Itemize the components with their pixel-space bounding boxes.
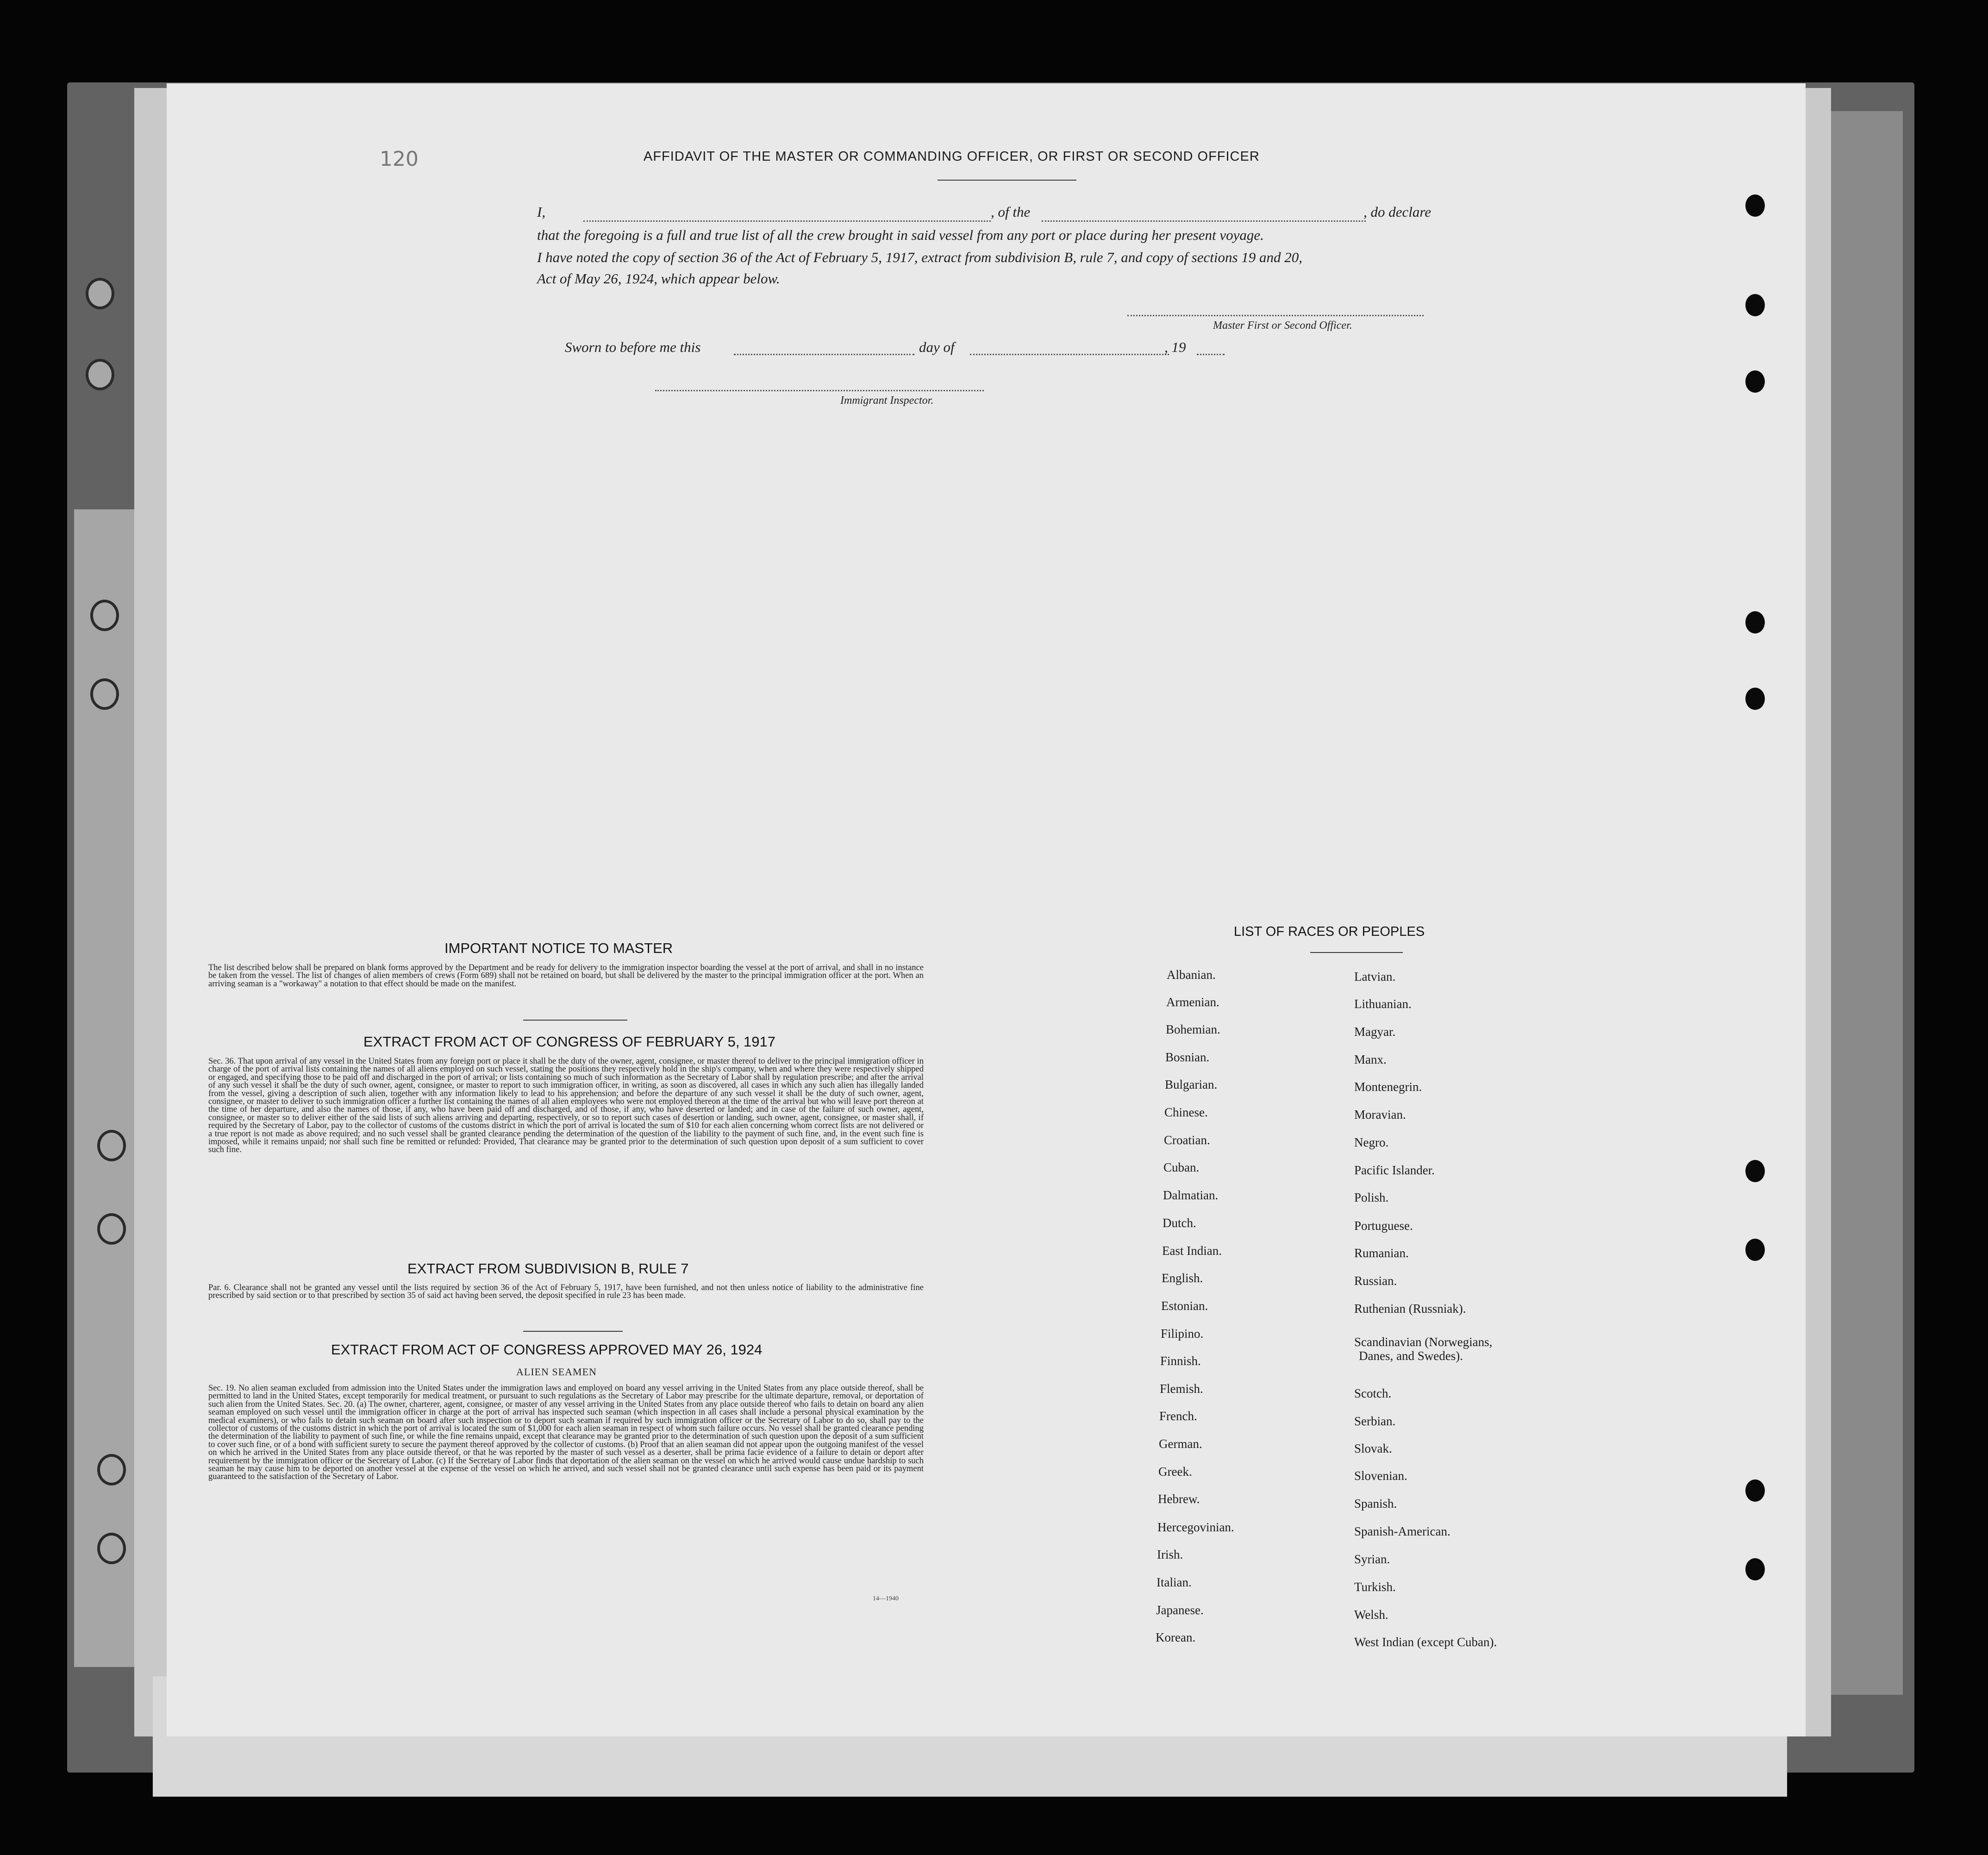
races-title-rule: [1310, 952, 1403, 953]
affidavit-line-4: Act of May 26, 1924, which appear below.: [537, 270, 780, 287]
race-item: Irish.: [1157, 1548, 1183, 1561]
punch-hole: [1745, 1160, 1765, 1182]
officer-signature-field[interactable]: [1127, 315, 1424, 316]
inspector-signature-field[interactable]: [655, 390, 984, 391]
race-item: Portuguese.: [1354, 1219, 1413, 1233]
race-item: Bulgarian.: [1165, 1078, 1218, 1091]
race-item: Dalmatian.: [1163, 1188, 1219, 1202]
race-item: Croatian.: [1164, 1133, 1210, 1147]
punch-hole: [1745, 611, 1765, 633]
section-rule-2: [523, 1331, 623, 1332]
race-item: Finnish.: [1160, 1354, 1201, 1368]
race-item: Armenian.: [1166, 995, 1219, 1009]
race-item: West Indian (except Cuban).: [1354, 1635, 1497, 1649]
notice-text: The list described below shall be prepared on blank forms approved by the Department and be ready for delivery to the immigration inspector boarding the vessel at the port of arrival, and shall in no instance be taken from the vessel. The list of changes of alien members of crews (Form 689) shall not be retained on board, but shall be delivered by the master to the principal immigration officer at the port. When an arriving seaman is a "workaway" a notation to that effect should be made on the manifest.: [208, 963, 924, 989]
punch-hole: [1745, 370, 1765, 393]
binder-hole: [90, 600, 119, 631]
punch-hole: [1745, 1239, 1765, 1261]
race-item: Danes, and Swedes).: [1359, 1349, 1463, 1363]
vessel-field[interactable]: [1042, 220, 1366, 222]
affidavit-line-3: I have noted the copy of section 36 of the Act of February 5, 1917, extract from subdivision B, rule 7, and copy of sections 19 and 20,: [537, 249, 1303, 265]
affidavit-do-declare: , do declare: [1363, 204, 1432, 220]
race-item: Scandinavian (Norwegians,: [1354, 1335, 1493, 1349]
race-item: Magyar.: [1354, 1025, 1396, 1039]
inspector-signature-label: Immigrant Inspector.: [840, 395, 934, 407]
race-item: Russian.: [1354, 1274, 1397, 1288]
act-1917-text: Sec. 36. That upon arrival of any vessel in the United States from any foreign port or place it shall be the duty of the owner, agent, consignee, or master thereof to deliver to the principal immigration officer in charge of the port of arrival lists containing the names of all aliens employed on such vessel, stating the positions they respectively hold in the ship's company, when and where they were respectively shipped or engaged, and specifying those to be paid off and discharged in the port of arrival; or lists containing so much of such information as the Secretary of Labor shall by regulation prescribe; and after the arrival of any such vessel it shall be the duty of such owner, agent, consignee, or master to report to such immigration officer, in writing, as soon as discovered, all cases in which any such alien has illegally landed from the vessel, giving a description of such alien, together with any information likely to lead to his apprehension; and before the departure of any such vessel it shall be the duty of such owner, agent, consignee, or master to deliver to such immigration officer a further list containing the names of all alien employees who were not employed thereon at the time of the arrival but who will leave port thereon at the time of her departure, and also the names of those, if any, who have been paid off and discharged, and of those, if any, who have deserted or landed; and in case of the failure of such owner, agent, consignee, or master so to deliver either of the said lists of such aliens arriving and departing, respectively, or so to report such cases of desertion or landing, such owner, agent, consignee, or master shall, if required by the Secretary of Labor, pay to the collector of customs of the customs district in which the port of arrival is located the sum of $10 for each alien concerning whom correct lists are not delivered or a true report is not made as above required; and no such vessel shall be granted clearance pending the determination of the question of the liability to the payment of such fine, and, in the event such fine is imposed, while it remains unpaid; nor shall such fine be remitted or refunded: Provided, That clearance may be granted prior to the determination of such question upon deposit of a sum sufficient to cover such fine.: [208, 1057, 924, 1155]
race-item: Latvian.: [1354, 970, 1396, 984]
race-item: Syrian.: [1354, 1552, 1390, 1566]
name-field[interactable]: [583, 220, 991, 222]
act-1924-title: EXTRACT FROM ACT OF CONGRESS APPROVED MAY 26, 1924: [331, 1341, 763, 1358]
race-item: Greek.: [1158, 1465, 1192, 1479]
affidavit-line-2: that the foregoing is a full and true list of all the crew brought in said vessel from any port or place during her present voyage.: [537, 227, 1264, 243]
race-item: East Indian.: [1162, 1244, 1222, 1258]
sworn-month-field[interactable]: [970, 354, 1169, 355]
race-item: Manx.: [1354, 1053, 1387, 1066]
race-item: Chinese.: [1164, 1105, 1208, 1119]
binder-hole: [86, 359, 114, 390]
sworn-day-field[interactable]: [734, 354, 914, 355]
race-item: Flemish.: [1160, 1382, 1203, 1396]
affidavit-i-label: I,: [537, 204, 546, 220]
race-item: Scotch.: [1354, 1386, 1392, 1400]
race-item: Ruthenian (Russniak).: [1354, 1302, 1466, 1316]
race-item: Montenegrin.: [1354, 1080, 1422, 1094]
act-1924-subtitle: ALIEN SEAMEN: [516, 1366, 597, 1378]
binder-hole: [97, 1213, 126, 1245]
race-item: Polish.: [1354, 1191, 1389, 1204]
race-item: Pacific Islander.: [1354, 1163, 1435, 1177]
race-item: Moravian.: [1354, 1108, 1406, 1122]
binder-hole: [90, 678, 119, 710]
punch-hole: [1745, 1479, 1765, 1502]
race-item: Dutch.: [1163, 1216, 1196, 1230]
race-item: Korean.: [1156, 1630, 1196, 1644]
race-item: Spanish.: [1354, 1497, 1397, 1510]
race-item: Italian.: [1157, 1575, 1192, 1589]
race-item: Slovenian.: [1354, 1469, 1407, 1483]
race-item: Albanian.: [1167, 968, 1216, 982]
binder-hole: [97, 1533, 126, 1564]
race-item: Japanese.: [1156, 1603, 1204, 1617]
race-item: Cuban.: [1163, 1160, 1200, 1174]
race-item: Slovak.: [1354, 1441, 1392, 1455]
sworn-label: Sworn to before me this: [565, 339, 701, 355]
punch-hole: [1745, 194, 1765, 217]
races-title: LIST OF RACES OR PEOPLES: [1234, 924, 1425, 939]
section-rule: [523, 1020, 627, 1021]
punch-hole: [1745, 1558, 1765, 1580]
race-item: Negro.: [1354, 1135, 1389, 1149]
race-item: Filipino.: [1161, 1327, 1204, 1341]
year-label: , 19: [1164, 339, 1186, 355]
binder-hole: [97, 1130, 126, 1161]
page-stamp: 120: [380, 147, 419, 171]
race-item: Rumanian.: [1354, 1246, 1409, 1260]
race-item: Hercegovinian.: [1157, 1520, 1234, 1534]
day-of-label: day of: [919, 339, 955, 355]
binder-hole: [97, 1454, 126, 1485]
form-sheet: [167, 83, 1806, 1736]
notice-title: IMPORTANT NOTICE TO MASTER: [444, 940, 673, 956]
race-item: Estonian.: [1161, 1299, 1208, 1313]
rule-7-text: Par. 6. Clearance shall not be granted any vessel until the lists required by section 36 of the Act of February 5, 1917, have been furnished, and not then unless notice of liability to the administrative fine prescribed by said section or to that prescribed by section 35 of said act having been served, the deposit specified in rule 23 has been made.: [208, 1283, 924, 1301]
race-item: Bosnian.: [1165, 1050, 1210, 1064]
act-1917-title: EXTRACT FROM ACT OF CONGRESS OF FEBRUARY 5, 1917: [363, 1034, 776, 1050]
rule-7-title: EXTRACT FROM SUBDIVISION B, RULE 7: [407, 1260, 689, 1277]
ledger-strip-right: [1822, 111, 1903, 1695]
race-item: French.: [1159, 1409, 1197, 1423]
race-item: English.: [1162, 1271, 1203, 1285]
race-item: Turkish.: [1354, 1580, 1396, 1594]
punch-hole: [1745, 688, 1765, 710]
race-item: Bohemian.: [1166, 1022, 1220, 1036]
race-item: Welsh.: [1354, 1608, 1388, 1622]
sworn-year-field[interactable]: [1197, 354, 1225, 355]
affidavit-of-the: , of the: [991, 204, 1031, 220]
form-number: 14—1940: [873, 1595, 899, 1602]
officer-signature-label: Master First or Second Officer.: [1213, 320, 1352, 332]
race-item: Serbian.: [1354, 1414, 1396, 1428]
race-item: Hebrew.: [1158, 1492, 1200, 1506]
race-item: Spanish-American.: [1354, 1524, 1450, 1538]
binder-hole: [86, 278, 114, 309]
race-item: Lithuanian.: [1354, 997, 1412, 1011]
race-item: German.: [1159, 1437, 1202, 1451]
title-rule: [938, 180, 1076, 181]
act-1924-text: Sec. 19. No alien seaman excluded from admission into the United States under the immigration laws and employed on board any vessel arriving in the United States from any place outside thereof, shall be permitted to land in the United States, except temporarily for medical treatment, or pursuant to such regulations as the Secretary of Labor may prescribe for the ultimate departure, removal, or deportation of such alien from the United States. Sec. 20. (a) The owner, charterer, agent, consignee, or master of any vessel arriving in the United States from any place outside thereof who fails to detain on board any alien seaman employed on such vessel until the immigration officer in charge at the port of arrival has inspected such seaman (which inspection in all cases shall include a personal physical examination by the medical examiners), or who fails to detain such seaman on board after such inspection or to deport such seaman if required by such immigration officer or the Secretary of Labor to do so, shall pay to the collector of customs of the customs district in which the port of arrival is located the sum of $1,000 for each alien seaman in respect of whom such failure occurs. No vessel shall be granted clearance pending the determination of the liability to payment of such fine, or while the fine remains unpaid, except that clearance may be granted prior to the determination of such question upon the deposit of a sum sufficient to cover such fine, or of a bond with sufficient surety to secure the payment thereof approved by the collector of customs. (b) Proof that an alien seaman did not appear upon the outgoing manifest of the vessel on which he arrived in the United States from any place outside thereof, or that he was reported by the master of such vessel as a deserter, shall be prima facie evidence of a failure to detain or deport after requirement by the immigration officer or the Secretary of Labor. (c) If the Secretary of Labor finds that deportation of the alien seaman on the vessel on which he arrived would cause undue hardship to such seaman he may cause him to be deported on another vessel at the expense of the vessel on which he arrived, and such vessel shall not be granted clearance until such expense has been paid or its payment guaranteed to the satisfaction of the Secretary of Labor.: [208, 1384, 924, 1482]
punch-hole: [1745, 294, 1765, 316]
affidavit-title: AFFIDAVIT OF THE MASTER OR COMMANDING OFFICER, OR FIRST OR SECOND OFFICER: [644, 149, 1260, 164]
